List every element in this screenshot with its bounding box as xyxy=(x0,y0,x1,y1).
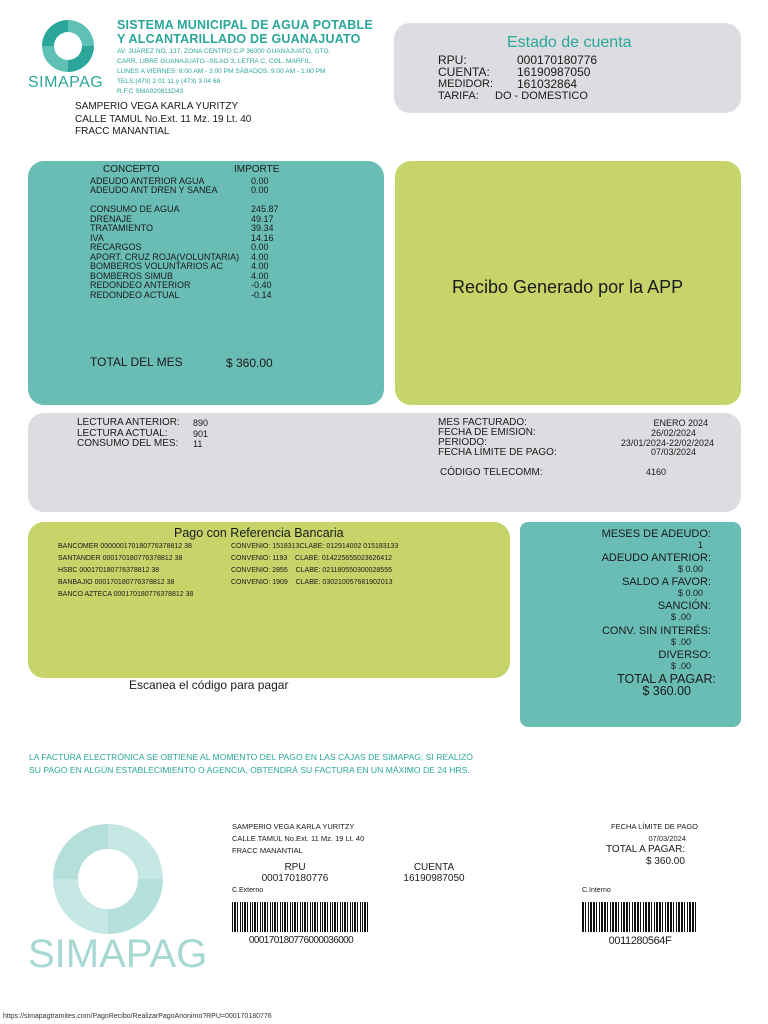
account-summary-panel xyxy=(394,23,741,113)
charge-amount: 4.00 xyxy=(251,271,269,281)
charge-concept: ADEUDO ANT DREN Y SANEA xyxy=(90,185,218,195)
stub-due-value: 07/03/2024 xyxy=(648,834,686,843)
debt-label: SANCIÓN: xyxy=(657,600,711,612)
bank-reference-line: HSBC 000170180776378812 38 xyxy=(58,567,160,574)
concept-header: CONCEPTO xyxy=(103,164,160,175)
stub-cuenta-value: 16190987050 xyxy=(403,873,465,884)
stub-logo xyxy=(28,822,208,987)
billing-label: FECHA DE EMISION: xyxy=(438,427,536,438)
medidor-value: 161032864 xyxy=(517,77,578,91)
charge-amount: 0.00 xyxy=(251,176,269,186)
debt-value: $ 0.00 xyxy=(677,564,703,574)
customer-street: CALLE TAMUL No.Ext. 11 Mz. 19 Lt. 40 xyxy=(75,114,252,125)
bank-agreement-line: CONVENIO: 1909 CLABE: 030210057681902013 xyxy=(231,579,393,586)
bank-agreement-line: CONVENIO: 1193 CLABE: 014225655023626412 xyxy=(231,555,392,562)
telecomm-label: CÓDIGO TELECOMM: xyxy=(440,467,543,478)
charge-amount: 39.34 xyxy=(251,223,274,233)
charge-amount: 4.00 xyxy=(251,252,269,262)
org-name-line1: SISTEMA MUNICIPAL DE AGUA POTABLE xyxy=(117,18,373,32)
address-line: TELS:(473) 2 01 11 y (473) 3 04 68 xyxy=(117,78,221,85)
simapag-logo xyxy=(30,16,106,94)
customer-colony: FRACC MANANTIAL xyxy=(75,126,170,137)
billing-label: PERIODO: xyxy=(438,437,487,448)
external-code-value: 000170180776000036000 xyxy=(248,935,354,946)
stub-rpu-label: RPU xyxy=(284,862,306,873)
grand-total-label: TOTAL A PAGAR: xyxy=(617,672,716,686)
rpu-label: RPU: xyxy=(438,53,467,67)
debt-value: $ .00 xyxy=(670,612,691,622)
billing-value: 26/02/2024 xyxy=(650,428,696,438)
address-line: R.F.C SMA920811D43 xyxy=(117,88,184,95)
debt-value: $ .00 xyxy=(670,661,691,671)
reading-label: LECTURA ANTERIOR: xyxy=(77,417,180,428)
stub-customer-colony: FRACC MANANTIAL xyxy=(232,846,303,855)
charge-concept: IVA xyxy=(90,233,104,243)
debt-value: 1 xyxy=(697,540,703,550)
charge-amount: -0.40 xyxy=(251,280,272,290)
telecomm-value: 4160 xyxy=(646,467,667,477)
debt-label: DIVERSO: xyxy=(658,649,711,661)
stub-customer-street: CALLE TAMUL No.Ext. 11 Mz. 19 Lt. 40 xyxy=(232,834,365,843)
charge-concept: BOMBEROS VOLUNTARIOS AC xyxy=(90,261,223,271)
bank-reference-line: SANTANDER 000170180776378812 38 xyxy=(58,555,183,562)
charge-concept: TRATAMIENTO xyxy=(90,223,153,233)
bank-reference-panel xyxy=(28,522,510,678)
readings-panel xyxy=(28,413,741,512)
stub-due-label: FECHA LÍMITE DE PAGO xyxy=(611,822,698,831)
charge-amount: 245.87 xyxy=(251,204,279,214)
billing-label: MES FACTURADO: xyxy=(438,417,527,428)
bank-reference-line: BANBAJIO 000170180776378812 38 xyxy=(58,579,175,586)
rpu-value: 000170180776 xyxy=(517,53,598,67)
debt-label: CONV. SIN INTERÉS: xyxy=(601,625,711,637)
footer-url: https://simapagtramites.com/PagoRecibo/RealizarPagoAnonimo?RPU=000170180776 xyxy=(3,1013,272,1020)
charge-concept: CONSUMO DE AGUA xyxy=(90,204,180,214)
scan-code-text: Escanea el código para pagar xyxy=(129,678,289,692)
reading-value: 11 xyxy=(193,439,203,449)
address-line: AV. JUÁREZ NO. 137, ZONA CENTRO C.P 36000 GUANAJUATO, GTO. xyxy=(117,48,331,55)
stub-customer-name: SAMPERIO VEGA KARLA YURITZY xyxy=(232,822,355,831)
month-total-label: TOTAL DEL MES xyxy=(90,355,183,369)
month-total-value: $ 360.00 xyxy=(226,356,273,370)
tarifa-label: TARIFA: xyxy=(438,90,479,102)
reading-label: LECTURA ACTUAL: xyxy=(77,428,168,439)
charge-amount: 4.00 xyxy=(251,261,269,271)
bank-reference-line: BANCOMER 000000170180776378812 38 xyxy=(58,543,192,550)
debt-value: $ 0.00 xyxy=(677,588,703,598)
internal-barcode xyxy=(582,902,698,932)
account-title: Estado de cuenta xyxy=(507,34,632,51)
charge-amount: 0.00 xyxy=(251,242,269,252)
stub-total-label: TOTAL A PAGAR: xyxy=(606,844,686,855)
charge-concept: ADEUDO ANTERIOR AGUA xyxy=(90,176,205,186)
stub-logo-icon xyxy=(28,822,188,942)
charge-amount: -0.14 xyxy=(251,290,272,300)
bank-agreement-line: CONVENIO: 1518313CLABE: 012914002 015183133 xyxy=(231,543,399,550)
external-code-label: C.Externo xyxy=(232,887,264,894)
debt-label: ADEUDO ANTERIOR: xyxy=(601,552,711,564)
cuenta-value: 16190987050 xyxy=(517,65,591,79)
debt-label: SALDO A FAVOR: xyxy=(621,576,711,588)
customer-name: SAMPERIO VEGA KARLA YURITZY xyxy=(75,101,239,112)
invoice-notice-line: LA FACTURA ELECTRÓNICA SE OBTIENE AL MOMENTO DEL PAGO EN LAS CAJAS DE SIMAPAG; SI REALIZÓ xyxy=(29,752,473,762)
external-barcode xyxy=(232,902,370,932)
invoice-notice-line: SU PAGO EN ALGÚN ESTABLECIMIENTO O AGENCIA, OBTENDRÁ SU FACTURA EN UN MÁXIMO DE 24 HRS. xyxy=(29,765,470,775)
debt-value: $ .00 xyxy=(670,637,691,647)
charge-concept: APORT. CRUZ ROJA(VOLUNTARIA) xyxy=(90,252,240,262)
internal-code-value: 0011280564F xyxy=(608,935,672,947)
grand-total-value: $ 360.00 xyxy=(642,684,691,698)
charge-amount: 14.16 xyxy=(251,233,274,243)
address-line: CARR. LIBRE GUANAJUATO--SILAO 3, LETRA C, COL. MARFIL. xyxy=(117,58,313,65)
billing-value: 07/03/2024 xyxy=(650,447,696,457)
amount-header: IMPORTE xyxy=(234,164,280,175)
billing-value: 23/01/2024-22/02/2024 xyxy=(620,438,714,448)
stub-cuenta-label: CUENTA xyxy=(413,862,455,873)
charge-amount: 49.17 xyxy=(251,214,274,224)
stub-logo-wordmark: SIMAPAG xyxy=(28,932,208,976)
charge-concept: DRENAJE xyxy=(90,214,133,224)
logo-wordmark: SIMAPAG xyxy=(28,74,104,91)
debt-summary-panel xyxy=(520,522,741,727)
billing-label: FECHA LÍMITE DE PAGO: xyxy=(438,447,557,458)
app-notice-text: Recibo Generado por la APP xyxy=(452,277,684,297)
charge-concept: RECARGOS xyxy=(90,242,142,252)
charge-concept: REDONDEO ANTERIOR xyxy=(90,280,191,290)
stub-total-value: $ 360.00 xyxy=(646,856,685,867)
reading-value: 901 xyxy=(193,429,209,439)
debt-label: MESES DE ADEUDO: xyxy=(601,528,711,540)
stub-rpu-value: 000170180776 xyxy=(261,873,329,884)
cuenta-label: CUENTA: xyxy=(438,65,490,79)
internal-code-label: C.Interno xyxy=(582,887,611,894)
bank-agreement-line: CONVENIO: 2855 CLABE: 021180550300028555 xyxy=(231,567,392,574)
reading-value: 890 xyxy=(193,418,209,428)
tarifa-value: DO - DOMESTICO xyxy=(495,90,588,102)
app-notice-panel xyxy=(395,161,741,405)
charge-concept: REDONDEO ACTUAL xyxy=(90,290,180,300)
charge-amount: 0.00 xyxy=(251,185,269,195)
address-line: LUNES A VIERNES: 8:00 AM - 3:00 PM SÁBADOS: 9:00 AM - 1:00 PM xyxy=(117,68,326,75)
charges-panel xyxy=(28,161,384,405)
billing-value: ENERO 2024 xyxy=(653,418,708,428)
reading-label: CONSUMO DEL MES: xyxy=(77,438,179,449)
org-name-line2: Y ALCANTARILLADO DE GUANAJUATO xyxy=(117,32,361,46)
medidor-label: MEDIDOR: xyxy=(438,78,493,90)
charge-concept: BOMBEROS SIMUB xyxy=(90,271,174,281)
bank-reference-title: Pago con Referencia Bancaria xyxy=(174,526,344,540)
bank-reference-line: BANCO AZTECA 000170180776378812 38 xyxy=(58,591,194,598)
